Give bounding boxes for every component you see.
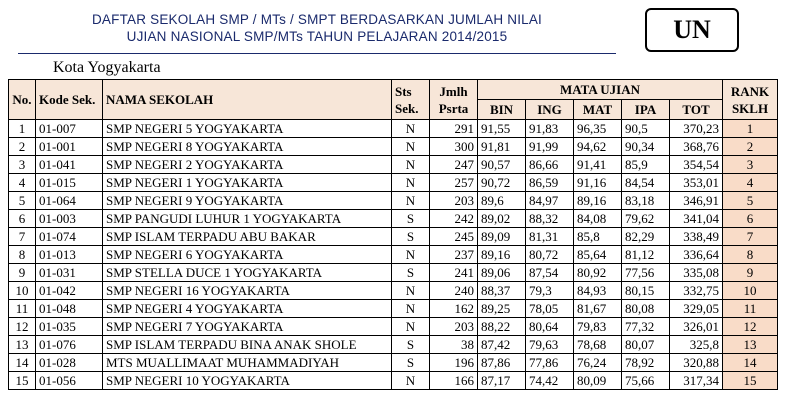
- cell-no: 11: [9, 300, 36, 318]
- cell-rank: 2: [723, 138, 778, 156]
- un-badge: UN: [645, 8, 739, 52]
- cell-tot: 354,54: [670, 156, 723, 174]
- cell-ing: 78,05: [526, 300, 574, 318]
- cell-ipa: 80,08: [622, 300, 670, 318]
- cell-bin: 89,6: [478, 192, 526, 210]
- table-row: [9, 120, 778, 138]
- cell-rank: 11: [723, 300, 778, 318]
- table-row: [9, 372, 778, 390]
- header-mat: MAT: [574, 100, 622, 120]
- cell-ing: 77,86: [526, 354, 574, 372]
- table-row: [9, 228, 778, 246]
- cell-ing: 91,99: [526, 138, 574, 156]
- cell-ipa: 77,56: [622, 264, 670, 282]
- cell-nama: SMP NEGERI 4 YOGYAKARTA: [103, 300, 392, 318]
- cell-jmlh: 241: [430, 264, 478, 282]
- cell-nama: SMP NEGERI 10 YOGYAKARTA: [103, 372, 392, 390]
- cell-ipa: 80,07: [622, 336, 670, 354]
- cell-nama: SMP STELLA DUCE 1 YOGYAKARTA: [103, 264, 392, 282]
- cell-sts: S: [392, 336, 430, 354]
- cell-no: 7: [9, 228, 36, 246]
- cell-sts: N: [392, 156, 430, 174]
- cell-ipa: 78,92: [622, 354, 670, 372]
- header-tot: TOT: [670, 100, 723, 120]
- cell-mat: 78,68: [574, 336, 622, 354]
- cell-tot: 368,76: [670, 138, 723, 156]
- cell-ipa: 79,62: [622, 210, 670, 228]
- cell-rank: 6: [723, 210, 778, 228]
- cell-ing: 80,72: [526, 246, 574, 264]
- cell-mat: 81,67: [574, 300, 622, 318]
- cell-ing: 91,83: [526, 120, 574, 138]
- cell-mat: 85,64: [574, 246, 622, 264]
- cell-ipa: 90,34: [622, 138, 670, 156]
- cell-sts: N: [392, 138, 430, 156]
- cell-nama: SMP PANGUDI LUHUR 1 YOGYAKARTA: [103, 210, 392, 228]
- header-jmlh: Jmlh Psrta: [430, 80, 478, 120]
- cell-mat: 96,35: [574, 120, 622, 138]
- cell-mat: 80,92: [574, 264, 622, 282]
- cell-nama: SMP NEGERI 9 YOGYAKARTA: [103, 192, 392, 210]
- cell-jmlh: 162: [430, 300, 478, 318]
- cell-tot: 346,91: [670, 192, 723, 210]
- header-sts: Sts Sek.: [392, 80, 430, 120]
- cell-kode: 01-028: [36, 354, 103, 372]
- cell-sts: N: [392, 318, 430, 336]
- cell-sts: N: [392, 192, 430, 210]
- cell-kode: 01-056: [36, 372, 103, 390]
- cell-tot: 320,88: [670, 354, 723, 372]
- cell-no: 6: [9, 210, 36, 228]
- cell-tot: 370,23: [670, 120, 723, 138]
- cell-ipa: 80,15: [622, 282, 670, 300]
- cell-kode: 01-001: [36, 138, 103, 156]
- table-row: [9, 138, 778, 156]
- cell-jmlh: 247: [430, 156, 478, 174]
- cell-rank: 14: [723, 354, 778, 372]
- cell-jmlh: 242: [430, 210, 478, 228]
- table-row: [9, 354, 778, 372]
- cell-rank: 3: [723, 156, 778, 174]
- cell-jmlh: 240: [430, 282, 478, 300]
- cell-sts: S: [392, 210, 430, 228]
- cell-mat: 91,41: [574, 156, 622, 174]
- cell-no: 2: [9, 138, 36, 156]
- cell-rank: 10: [723, 282, 778, 300]
- cell-nama: SMP NEGERI 1 YOGYAKARTA: [103, 174, 392, 192]
- cell-ipa: 85,9: [622, 156, 670, 174]
- cell-sts: N: [392, 372, 430, 390]
- cell-jmlh: 196: [430, 354, 478, 372]
- cell-jmlh: 166: [430, 372, 478, 390]
- cell-ing: 88,32: [526, 210, 574, 228]
- cell-rank: 9: [723, 264, 778, 282]
- cell-sts: S: [392, 228, 430, 246]
- cell-tot: 336,64: [670, 246, 723, 264]
- cell-mat: 94,62: [574, 138, 622, 156]
- cell-no: 14: [9, 354, 36, 372]
- cell-nama: SMP NEGERI 8 YOGYAKARTA: [103, 138, 392, 156]
- cell-kode: 01-041: [36, 156, 103, 174]
- cell-no: 1: [9, 120, 36, 138]
- table-row: [9, 174, 778, 192]
- cell-bin: 87,17: [478, 372, 526, 390]
- cell-ipa: 82,29: [622, 228, 670, 246]
- cell-sts: N: [392, 120, 430, 138]
- cell-no: 10: [9, 282, 36, 300]
- cell-no: 8: [9, 246, 36, 264]
- school-ranking-table: [8, 79, 778, 390]
- cell-bin: 90,72: [478, 174, 526, 192]
- cell-bin: 91,81: [478, 138, 526, 156]
- cell-nama: SMP NEGERI 5 YOGYAKARTA: [103, 120, 392, 138]
- cell-mat: 84,08: [574, 210, 622, 228]
- cell-jmlh: 245: [430, 228, 478, 246]
- cell-kode: 01-048: [36, 300, 103, 318]
- cell-ing: 80,64: [526, 318, 574, 336]
- cell-ing: 86,66: [526, 156, 574, 174]
- cell-bin: 89,02: [478, 210, 526, 228]
- cell-bin: 87,86: [478, 354, 526, 372]
- cell-mat: 76,24: [574, 354, 622, 372]
- cell-ing: 81,31: [526, 228, 574, 246]
- cell-nama: SMP NEGERI 6 YOGYAKARTA: [103, 246, 392, 264]
- cell-no: 12: [9, 318, 36, 336]
- cell-bin: 89,25: [478, 300, 526, 318]
- cell-mat: 84,93: [574, 282, 622, 300]
- cell-jmlh: 203: [430, 318, 478, 336]
- cell-rank: 8: [723, 246, 778, 264]
- cell-tot: 325,8: [670, 336, 723, 354]
- cell-mat: 80,09: [574, 372, 622, 390]
- cell-nama: SMP NEGERI 16 YOGYAKARTA: [103, 282, 392, 300]
- cell-kode: 01-074: [36, 228, 103, 246]
- cell-mat: 91,16: [574, 174, 622, 192]
- cell-tot: 353,01: [670, 174, 723, 192]
- cell-tot: 341,04: [670, 210, 723, 228]
- cell-ing: 87,54: [526, 264, 574, 282]
- cell-ipa: 81,12: [622, 246, 670, 264]
- cell-rank: 15: [723, 372, 778, 390]
- cell-ipa: 83,18: [622, 192, 670, 210]
- cell-tot: 317,34: [670, 372, 723, 390]
- cell-tot: 332,75: [670, 282, 723, 300]
- cell-ipa: 77,32: [622, 318, 670, 336]
- header-mata-ujian: MATA UJIAN: [478, 80, 723, 100]
- cell-no: 15: [9, 372, 36, 390]
- cell-no: 13: [9, 336, 36, 354]
- header-bin: BIN: [478, 100, 526, 120]
- cell-nama: SMP ISLAM TERPADU BINA ANAK SHOLE: [103, 336, 392, 354]
- cell-jmlh: 300: [430, 138, 478, 156]
- cell-sts: N: [392, 282, 430, 300]
- cell-sts: N: [392, 300, 430, 318]
- cell-no: 5: [9, 192, 36, 210]
- table-row: [9, 336, 778, 354]
- cell-ing: 74,42: [526, 372, 574, 390]
- cell-rank: 7: [723, 228, 778, 246]
- cell-tot: 335,08: [670, 264, 723, 282]
- cell-no: 4: [9, 174, 36, 192]
- header-no: No.: [9, 80, 36, 120]
- header-kode: Kode Sek.: [36, 80, 103, 120]
- cell-sts: S: [392, 264, 430, 282]
- cell-bin: 90,57: [478, 156, 526, 174]
- cell-bin: 88,37: [478, 282, 526, 300]
- report-title-line2: UJIAN NASIONAL SMP/MTs TAHUN PELAJARAN 2014/2015: [126, 29, 508, 44]
- cell-nama: SMP NEGERI 7 YOGYAKARTA: [103, 318, 392, 336]
- cell-mat: 89,16: [574, 192, 622, 210]
- cell-sts: N: [392, 246, 430, 264]
- cell-mat: 85,8: [574, 228, 622, 246]
- cell-nama: MTS MUALLIMAAT MUHAMMADIYAH: [103, 354, 392, 372]
- cell-kode: 01-007: [36, 120, 103, 138]
- cell-bin: 89,06: [478, 264, 526, 282]
- cell-nama: SMP NEGERI 2 YOGYAKARTA: [103, 156, 392, 174]
- table-row: [9, 246, 778, 264]
- cell-mat: 79,83: [574, 318, 622, 336]
- cell-ipa: 90,5: [622, 120, 670, 138]
- cell-kode: 01-003: [36, 210, 103, 228]
- cell-tot: 329,05: [670, 300, 723, 318]
- cell-tot: 326,01: [670, 318, 723, 336]
- cell-sts: S: [392, 354, 430, 372]
- cell-no: 9: [9, 264, 36, 282]
- cell-kode: 01-064: [36, 192, 103, 210]
- table-row: [9, 264, 778, 282]
- cell-bin: 89,16: [478, 246, 526, 264]
- report-title-block: [18, 6, 616, 54]
- cell-jmlh: 203: [430, 192, 478, 210]
- cell-jmlh: 237: [430, 246, 478, 264]
- cell-sts: N: [392, 174, 430, 192]
- cell-kode: 01-042: [36, 282, 103, 300]
- header-ipa: IPA: [622, 100, 670, 120]
- cell-no: 3: [9, 156, 36, 174]
- cell-jmlh: 257: [430, 174, 478, 192]
- table-row: [9, 282, 778, 300]
- cell-kode: 01-015: [36, 174, 103, 192]
- cell-bin: 89,09: [478, 228, 526, 246]
- cell-rank: 13: [723, 336, 778, 354]
- cell-rank: 1: [723, 120, 778, 138]
- header-nama: NAMA SEKOLAH: [103, 80, 392, 120]
- cell-ipa: 75,66: [622, 372, 670, 390]
- table-row: [9, 210, 778, 228]
- cell-jmlh: 291: [430, 120, 478, 138]
- cell-tot: 338,49: [670, 228, 723, 246]
- cell-ing: 79,3: [526, 282, 574, 300]
- cell-rank: 4: [723, 174, 778, 192]
- cell-ing: 79,63: [526, 336, 574, 354]
- header-ing: ING: [526, 100, 574, 120]
- cell-bin: 87,42: [478, 336, 526, 354]
- cell-ipa: 84,54: [622, 174, 670, 192]
- city-label: Kota Yogyakarta: [53, 59, 161, 76]
- table-row: [9, 318, 778, 336]
- header-rank: RANK SKLH: [723, 80, 778, 120]
- cell-rank: 5: [723, 192, 778, 210]
- cell-nama: SMP ISLAM TERPADU ABU BAKAR: [103, 228, 392, 246]
- cell-kode: 01-076: [36, 336, 103, 354]
- cell-ing: 86,59: [526, 174, 574, 192]
- report-title-line1: DAFTAR SEKOLAH SMP / MTs / SMPT BERDASARKAN JUMLAH NILAI: [91, 12, 543, 27]
- cell-bin: 91,55: [478, 120, 526, 138]
- cell-kode: 01-031: [36, 264, 103, 282]
- table-row: [9, 156, 778, 174]
- cell-bin: 88,22: [478, 318, 526, 336]
- cell-ing: 84,97: [526, 192, 574, 210]
- table-row: [9, 300, 778, 318]
- table-row: [9, 192, 778, 210]
- cell-jmlh: 38: [430, 336, 478, 354]
- cell-rank: 12: [723, 318, 778, 336]
- cell-kode: 01-035: [36, 318, 103, 336]
- cell-kode: 01-013: [36, 246, 103, 264]
